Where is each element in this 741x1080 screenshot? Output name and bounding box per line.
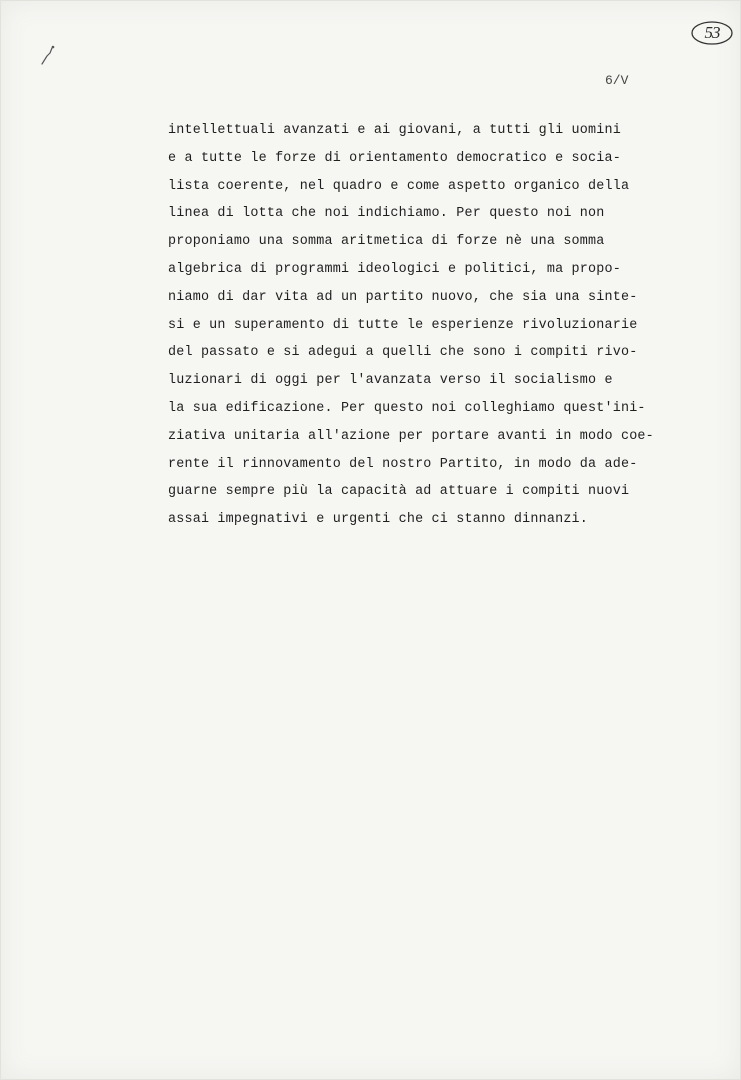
text-line: assai impegnativi e urgenti che ci stanno dinnanzi. [168, 512, 589, 528]
text-line: ziativa unitaria all'azione per portare avanti in modo coe- [168, 428, 654, 444]
text-line: e a tutte le forze di orientamento democratico e socia- [168, 150, 621, 166]
page-number: 6/V [605, 73, 629, 88]
text-line: proponiamo una somma aritmetica di forze nè una somma [168, 234, 605, 250]
text-line: algebrica di programmi ideologici e politici, ma propo- [168, 261, 621, 277]
text-line: luzionari di oggi per l'avanzata verso il socialismo e [168, 373, 613, 389]
text-line: guarne sempre più la capacità ad attuare i compiti nuovi [168, 484, 630, 500]
text-line: la sua edificazione. Per questo noi colleghiamo quest'ini- [168, 400, 646, 416]
text-line: intellettuali avanzati e ai giovani, a tutti gli uomini [168, 123, 621, 138]
body-paragraph [168, 117, 708, 534]
text-line: rente il rinnovamento del nostro Partito, in modo da ade- [168, 456, 638, 472]
archive-stamp [689, 18, 735, 48]
text-line: del passato e si adegui a quelli che sono i compiti rivo- [168, 345, 638, 361]
text-line: linea di lotta che noi indichiamo. Per questo noi non [168, 206, 605, 222]
text-line: lista coerente, nel quadro e come aspetto organico della [168, 178, 630, 194]
pencil-mark-icon [38, 44, 60, 68]
text-line: niamo di dar vita ad un partito nuovo, che sia una sinte- [168, 289, 638, 305]
stamp-number: 53 [704, 23, 720, 42]
text-line: si e un superamento di tutte le esperienze rivoluzionarie [168, 317, 638, 333]
